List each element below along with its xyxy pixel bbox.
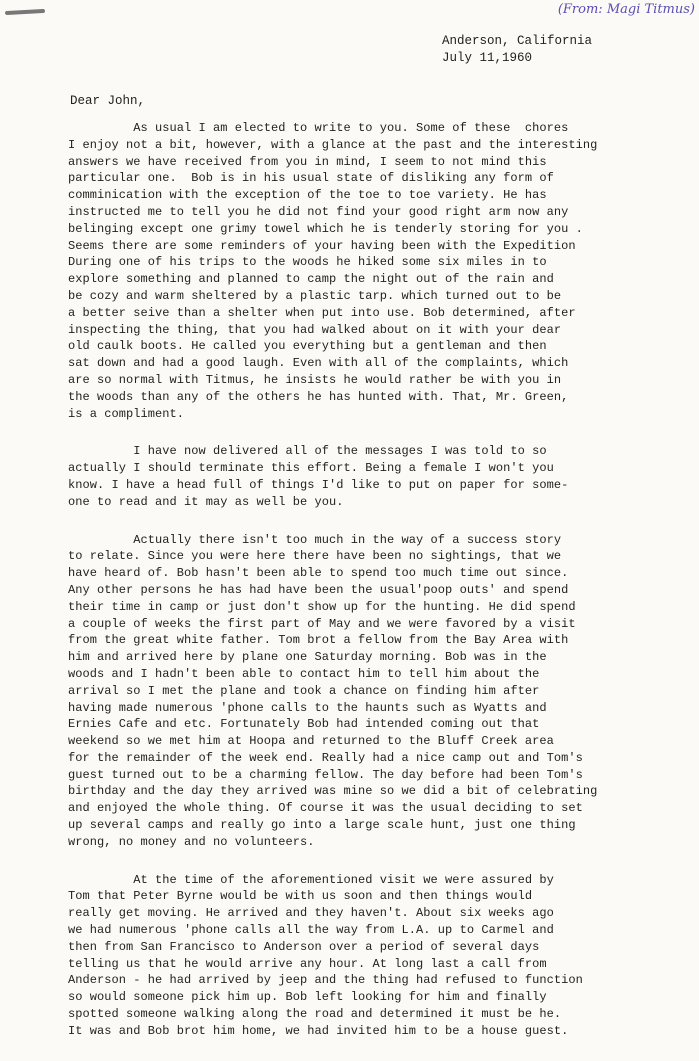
text-line: instructed me to tell you he did not find your good right arm now any xyxy=(68,204,569,219)
text-line: a couple of weeks the first part of May and we were favored by a visit xyxy=(68,616,576,631)
text-line: we had numerous 'phone calls all the way from L.A. up to Carmel and xyxy=(68,923,554,938)
text-line: telling us that he would arrive any hour. At long last a call from xyxy=(68,956,547,971)
paragraph xyxy=(68,872,698,1040)
text-line: I enjoy not a bit, however, with a glance at the past and the interesting xyxy=(68,137,598,152)
text-line: At the time of the aforementioned visit we were assured by xyxy=(68,872,554,887)
paragraph xyxy=(68,532,698,851)
text-line: birthday and the day they arrived was mine so we did a bit of celebrating xyxy=(68,784,598,799)
text-line: the woods than any of the others he has hunted with. That, Mr. Green, xyxy=(68,389,569,404)
text-line: woods and I hadn't been able to contact him to tell him about the xyxy=(68,666,540,681)
text-line: During one of his trips to the woods he hiked some six miles in to xyxy=(68,255,547,270)
salutation: Dear John, xyxy=(70,94,146,108)
text-line: then from San Francisco to Anderson over a period of several days xyxy=(68,939,540,954)
text-line: old caulk boots. He called you everything but a gentleman and then xyxy=(68,339,547,354)
text-line: are so normal with Titmus, he insists he would rather be with you in xyxy=(68,372,562,387)
text-line: Ernies Cafe and etc. Fortunately Bob had intended coming out that xyxy=(68,717,540,732)
text-line: particular one. Bob is in his usual state of disliking any form of xyxy=(68,171,554,186)
text-line: arrival so I met the plane and took a chance on finding him after xyxy=(68,683,540,698)
text-line: having made numerous 'phone calls to the haunts such as Wyatts and xyxy=(68,700,547,715)
text-line: Any other persons he has had have been the usual'poop outs' and spend xyxy=(68,582,569,597)
text-line: As usual I am elected to write to you. Some of these chores xyxy=(68,121,569,135)
text-line: sat down and had a good laugh. Even with all of the complaints, which xyxy=(68,356,569,371)
text-line: Tom that Peter Byrne would be with us soon and then things would xyxy=(68,889,533,904)
text-line: from the great white father. Tom brot a fellow from the Bay Area with xyxy=(68,633,569,648)
text-line: guest turned out to be a charming fellow. The day before had been Tom's xyxy=(68,767,583,782)
text-line: answers we have received from you in mind, I seem to not mind this xyxy=(68,154,547,169)
text-line: to relate. Since you were here there have been no sightings, that we xyxy=(68,549,562,564)
paragraph xyxy=(68,443,698,510)
text-line: Anderson - he had arrived by jeep and the thing had refused to function xyxy=(68,973,583,988)
heading-location: Anderson, California xyxy=(442,34,593,48)
text-line: a better seive than a shelter when put into use. Bob determined, after xyxy=(68,305,576,320)
heading-date: July 11,1960 xyxy=(442,51,533,65)
paragraph xyxy=(68,120,698,422)
text-line: him and arrived here by plane one Saturday morning. Bob was in the xyxy=(68,650,547,665)
text-line: wrong, no money and no volunteers. xyxy=(68,834,315,849)
text-line: for the remainder of the week end. Really had a nice camp out and Tom's xyxy=(68,750,583,765)
text-line: explore something and planned to camp the night out of the rain and xyxy=(68,272,554,287)
text-line: inspecting the thing, that you had walked about on it with your dear xyxy=(68,322,562,337)
text-line: weekend so we met him at Hoopa and returned to the Bluff Creek area xyxy=(68,734,554,749)
text-line: belinging except one grimy towel which he is tenderly storing for you . xyxy=(68,221,583,236)
text-line: It was and Bob brot him home, we had invited him to be a house guest. xyxy=(68,1023,569,1038)
text-line: really get moving. He arrived and they haven't. About six weeks ago xyxy=(68,906,554,921)
text-line: and enjoyed the whole thing. Of course it was the usual deciding to set xyxy=(68,801,583,816)
handwritten-annotation: (From: Magi Titmus) xyxy=(557,2,695,17)
text-line: I have now delivered all of the messages I was told to so xyxy=(68,444,547,459)
text-line: is a compliment. xyxy=(68,406,185,421)
text-line: comminication with the exception of the toe to toe variety. He has xyxy=(68,188,547,203)
text-line: up several camps and really go into a large scale hunt, just one thing xyxy=(68,818,576,833)
pen-mark xyxy=(5,9,45,15)
text-line: be cozy and warm sheltered by a plastic tarp. which turned out to be xyxy=(68,288,562,303)
text-line: their time in camp or just don't show up for the hunting. He did spend xyxy=(68,599,576,614)
text-line: so would someone pick him up. Bob left looking for him and finally xyxy=(68,990,547,1005)
text-line: Seems there are some reminders of your having been with the Expedition xyxy=(68,238,576,253)
text-line: have heard of. Bob hasn't been able to spend too much time out since. xyxy=(68,566,569,581)
text-line: actually I should terminate this effort. Being a female I won't you xyxy=(68,461,554,476)
text-line: Actually there isn't too much in the way of a success story xyxy=(68,532,562,547)
letter-body xyxy=(68,120,698,1061)
text-line: spotted someone walking along the road and determined it must be he. xyxy=(68,1007,562,1022)
letter-heading xyxy=(442,33,592,67)
text-line: one to read and it may as well be you. xyxy=(68,494,344,509)
text-line: know. I have a head full of things I'd like to put on paper for some- xyxy=(68,477,569,492)
